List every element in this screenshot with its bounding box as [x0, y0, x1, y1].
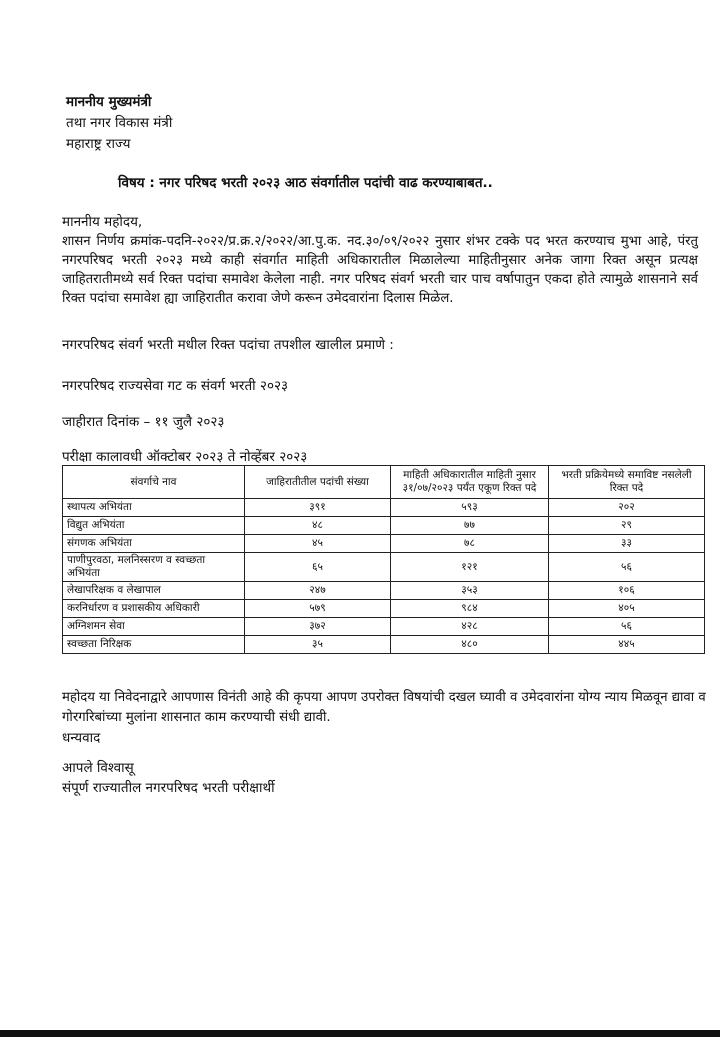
advert-date: जाहीरात दिनांक – ११ जुलै २०२३ [62, 414, 225, 430]
not-included: ४४५ [549, 636, 705, 654]
total-vacant: ३५३ [391, 582, 549, 600]
table-row [63, 636, 705, 654]
total-vacant: ४८० [391, 636, 549, 654]
signoff-block [62, 758, 275, 798]
total-vacant: ४२८ [391, 618, 549, 636]
cadre-name: संगणक अभियंता [63, 535, 245, 553]
closing-paragraph: महोदय या निवेदनाद्वारे आपणास विनंती आहे की कृपया आपण उपरोक्त विषयांची दखल घ्यावी व उमेदवारांना योग्य न्याय मिळवून द्यावा व गोरगरिबांच्या मुलांना शासनात काम करण्याची संधी द्यावी. [62, 690, 706, 725]
addressee-line-3: महाराष्ट्र राज्य [66, 136, 131, 152]
not-included: २०२ [549, 499, 705, 517]
addressee-line-1: माननीय मुख्यमंत्री [66, 94, 152, 110]
cadre-name: लेखापरिक्षक व लेखापाल [63, 582, 245, 600]
subject-line: विषय : नगर परिषद भरती २०२३ आठ संवर्गातील पदांची वाढ करण्याबाबत.. [118, 175, 493, 191]
not-included: १०६ [549, 582, 705, 600]
bottom-edge-bar [0, 1030, 720, 1037]
addressee-block [66, 92, 172, 155]
header-not-included: भरती प्रक्रियेमध्ये समाविष्ट नसलेली रिक्त पदे [549, 466, 705, 499]
table-row [63, 535, 705, 553]
recruitment-title: नगरपरिषद राज्यसेवा गट क संवर्ग भरती २०२३ [62, 378, 289, 394]
cadre-name: पाणीपुरवठा, मलनिस्सरण व स्वच्छता अभियंता [63, 553, 245, 582]
advertised-posts: ४५ [245, 535, 391, 553]
total-vacant: ७७ [391, 517, 549, 535]
not-included: ५६ [549, 618, 705, 636]
signoff-line-2: संपूर्ण राज्यातील नगरपरिषद भरती परीक्षार्थी [62, 780, 275, 796]
thanks-line: धन्यवाद [62, 730, 101, 746]
cadre-name: अग्निशमन सेवा [63, 618, 245, 636]
table-row [63, 517, 705, 535]
total-vacant: १२१ [391, 553, 549, 582]
cadre-name: स्वच्छता निरिक्षक [63, 636, 245, 654]
cadre-name: विद्युत अभियंता [63, 517, 245, 535]
advertised-posts: ५७९ [245, 600, 391, 618]
table-header-row [63, 466, 705, 499]
total-vacant: ९८४ [391, 600, 549, 618]
table-row [63, 582, 705, 600]
advertised-posts: २४७ [245, 582, 391, 600]
advertised-posts: ६५ [245, 553, 391, 582]
cadre-name: करनिर्धारण व प्रशासकीय अधिकारी [63, 600, 245, 618]
advertised-posts: ४८ [245, 517, 391, 535]
total-vacant: ५९३ [391, 499, 549, 517]
not-included: २९ [549, 517, 705, 535]
table-row [63, 618, 705, 636]
header-advertised-posts: जाहिरातीतील पदांची संख्या [245, 466, 391, 499]
cadre-name: स्थापत्य अभियंता [63, 499, 245, 517]
not-included: ५६ [549, 553, 705, 582]
table-row [63, 553, 705, 582]
table-row [63, 600, 705, 618]
exam-period: परीक्षा कालावधी ऑक्टोबर २०२३ ते नोव्हेंबर २०२३ [62, 449, 308, 465]
signoff-line-1: आपले विश्वासू [62, 760, 134, 776]
vacancy-table [62, 465, 705, 654]
header-total-vacant: माहिती अधिकारातील माहिती नुसार ३१/०७/२०२३ पर्यंत एकूण रिक्त पदे [391, 466, 549, 499]
advertised-posts: ३५ [245, 636, 391, 654]
details-intro: नगरपरिषद संवर्ग भरती मधील रिक्त पदांचा तपशील खालील प्रमाणे : [62, 337, 394, 353]
body-paragraph: शासन निर्णय क्रमांक-पदनि-२०२२/प्र.क्र.२/२०२२/आ.पु.क. नद.३०/०९/२०२२ नुसार शंभर टक्के पद भरत करण्याच मुभा आहे, पंरतु नगरपरिषद भरती २०२३ मध्ये काही संवर्गात माहिती अधिकारातील मिळालेल्या माहितीनुसार अनेक जागा रिक्त असून प्रत्यक्ष जाहितरातीमध्ये सर्व रिक्त पदांचा समावेश केलेला नाही. नगर परिषद संवर्ग भरती चार पाच वर्षापातुन एकदा होते त्यामुळे शासनाने सर्व रिक्त पदांचा समावेश ह्या जाहिरातीत करावा जेणे करून उमेदवारांना दिलास मिळेल. [62, 234, 698, 306]
advertised-posts: ३९१ [245, 499, 391, 517]
not-included: ३३ [549, 535, 705, 553]
total-vacant: ७८ [391, 535, 549, 553]
header-cadre-name: संवर्गाचे नाव [63, 466, 245, 499]
greeting: माननीय महोदय, [62, 214, 143, 230]
addressee-line-2: तथा नगर विकास मंत्री [66, 115, 173, 131]
table-row [63, 499, 705, 517]
advertised-posts: ३७२ [245, 618, 391, 636]
not-included: ४०५ [549, 600, 705, 618]
